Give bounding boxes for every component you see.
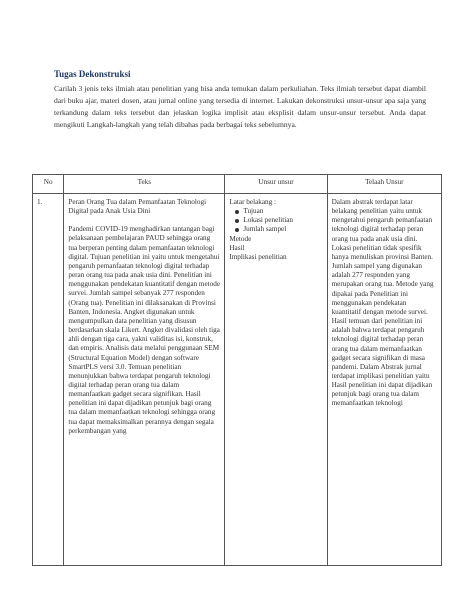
- teks-title: Peran Orang Tua dalam Pemanfaatan Teknologi Digital pada Anak Usia Dini: [68, 198, 207, 216]
- row-number: 1.: [37, 198, 43, 206]
- cell-telaah: [327, 194, 441, 566]
- header-no: No: [33, 175, 64, 194]
- header-unsur: Unsur unsur: [225, 175, 327, 194]
- header-teks: Teks: [64, 175, 225, 194]
- unsur-heading: Latar belakang :: [229, 198, 277, 206]
- unsur-line: Hasil: [229, 243, 245, 252]
- list-item: Jumlah sampel: [243, 225, 322, 234]
- unsur-line: Implikasi penelitian: [229, 252, 287, 261]
- unsur-bullet-list: [229, 207, 322, 234]
- deconstruction-table: [32, 174, 442, 566]
- instructions-paragraph: Carilah 3 jenis teks ilmiah atau penelitian yang bisa anda temukan dalam perkuliahan. Teks ilmiah tersebut dapat diambil dari buku ajar, materi dosen, atau jurnal online yang tersedia di internet. Lakukan dekonstruksi unsur-unsur apa saja yang terkandung dalam teks tersebut dan jelaskan logika implisit atau eksplisit dalam unsur-unsur tersebut. Anda dapat mengikuti Langkah-langkah yang telah dibahas pada berbagai teks sebelumnya.: [54, 84, 426, 129]
- cell-unsur: [225, 194, 327, 566]
- cell-no: [33, 194, 64, 566]
- unsur-line: Metode: [229, 234, 252, 243]
- table-header-row: [33, 175, 442, 194]
- cell-teks: [64, 194, 225, 566]
- table-row: [33, 194, 442, 566]
- document-title: Tugas Dekonstruksi: [54, 69, 131, 79]
- teks-body: Pandemi COVID-19 menghadirkan tantangan bagi pelaksanaan pembelajaran PAUD sehingga orang tua berperan penting dalam pemanfaatan teknologi digital. Tujuan penelitian ini yaitu untuk mengetahui pengaruh pemanfaatan teknologi digital terhadap peran orang tua pada anak usia dini. Penelitian ini menggunakan pendekatan kuantitatif dengan metode survei. Jumlah sampel sebanyak 277 responden (Orang tua). Penelitian ini dilaksanakan di Provinsi Banten, Indonesia. Angket digunakan untuk mengumpulkan data penelitian yang disusun berdasarkan skala Likert. Angket divalidasi oleh tiga ahli dengan tiga cara, yakni validitas isi, konstruk, dan empiris. Analisis data melalui penggunaan SEM (Structural Equation Model) dengan software SmartPLS versi 3.0. Temuan penelitian menunjukkan bahwa terdapat pengaruh teknologi digital terhadap peran orang tua dalam memanfaatkan gadget secara signifikan. Hasil penelitian ini dapat dijadikan petunjuk bagi orang tua dalam memanfaatkan teknologi sehingga orang tua dapat memaksimalkan perannya dengan segala perkembangan yang: [68, 225, 221, 435]
- list-item: Tujuan: [243, 207, 322, 216]
- telaah-text: Dalam abstrak terdapat latar belakang penelitian yaitu untuk mengetahui pengaruh pemanfaatan teknologi digital terhadap peran orang tua pada anak usia dini. Lokasi penelitian tidak spesifik hanya menuliskan provinsi Banten. Jumlah sampel yang digunakan adalah 277 responden yang merupakan orang tua. Metode yang dipakai pada Penelitian ini menggunakan pendekatan kuantitatif dengan metode survei. Hasil temuan dari penelitian ini adalah bahwa terdapat pengaruh teknologi digital terhadap peran orang tua dalam memanfaatkan gadget secara signifikan di masa pandemi. Dalam Abstrak jurnal terdapat implikasi penelitian yaitu Hasil penelitian ini dapat dijadikan petunjuk bagi orang tua dalam memanfaatkan teknologi: [331, 198, 434, 408]
- header-telaah: Telaah Unsur: [327, 175, 441, 194]
- list-item: Lokasi penelitian: [243, 216, 322, 225]
